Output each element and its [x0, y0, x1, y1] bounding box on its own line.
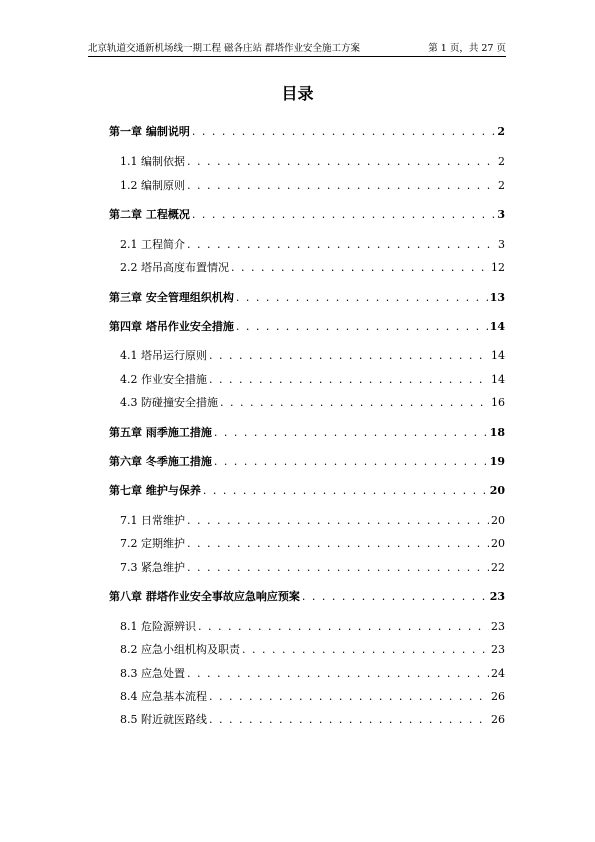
toc-dot-leader [209, 712, 489, 728]
toc-dot-leader [187, 666, 489, 682]
toc-section-entry[interactable] [120, 619, 505, 635]
toc-entry-label: 第七章 维护与保养 [109, 484, 201, 497]
toc-section-entry[interactable] [120, 689, 505, 705]
toc-dot-leader [209, 348, 489, 364]
toc-section-entry[interactable] [120, 666, 505, 682]
header-document-title: 北京轨道交通新机场线一期工程 磁各庄站 群塔作业安全施工方案 [88, 43, 361, 54]
toc-entry-page-number: 16 [491, 396, 505, 409]
toc-entry-label: 8.5 附近就医路线 [120, 713, 207, 726]
toc-section-entry[interactable] [120, 536, 505, 552]
toc-dot-leader [231, 260, 489, 276]
toc-entry-label: 7.2 定期维护 [120, 537, 185, 550]
toc-entry-label: 2.1 工程简介 [120, 238, 185, 251]
toc-entry-page-number: 3 [498, 238, 505, 251]
toc-section-entry[interactable] [120, 372, 505, 388]
toc-chapter-entry[interactable] [109, 454, 505, 470]
toc-entry-page-number: 13 [489, 291, 505, 304]
toc-dot-leader [242, 642, 489, 658]
toc-entry-page-number: 23 [489, 590, 505, 603]
header-page-number: 第 1 页，共 27 页 [428, 43, 506, 54]
toc-section-entry[interactable] [120, 560, 505, 576]
toc-section-entry[interactable] [120, 237, 505, 253]
toc-entry-label: 2.2 塔吊高度布置情况 [120, 261, 229, 274]
toc-entry-page-number: 20 [491, 537, 505, 550]
toc-entry-page-number: 2 [497, 125, 505, 138]
toc-entry-label: 8.2 应急小组机构及职责 [120, 643, 240, 656]
toc-section-entry[interactable] [120, 348, 505, 364]
toc-entry-page-number: 2 [498, 179, 505, 192]
toc-section-entry[interactable] [120, 260, 505, 276]
toc-entry-page-number: 14 [491, 373, 505, 386]
toc-dot-leader [236, 290, 488, 306]
toc-entry-label: 4.1 塔吊运行原则 [120, 349, 207, 362]
toc-entry-page-number: 26 [491, 713, 505, 726]
toc-entry-page-number: 20 [489, 484, 505, 497]
toc-dot-leader [187, 560, 489, 576]
toc-entry-page-number: 23 [491, 643, 505, 656]
toc-entry-page-number: 19 [489, 455, 505, 468]
toc-dot-leader [192, 207, 496, 223]
toc-dot-leader [187, 536, 489, 552]
toc-chapter-entry[interactable] [109, 589, 505, 605]
toc-chapter-entry[interactable] [109, 319, 505, 335]
toc-entry-label: 第八章 群塔作业安全事故应急响应预案 [109, 590, 300, 603]
toc-entry-page-number: 14 [489, 320, 505, 333]
toc-entry-page-number: 20 [491, 514, 505, 527]
toc-dot-leader [187, 513, 489, 529]
toc-dot-leader [220, 395, 489, 411]
toc-section-entry[interactable] [120, 513, 505, 529]
toc-entry-label: 1.1 编制依据 [120, 155, 185, 168]
toc-section-entry[interactable] [120, 712, 505, 728]
toc-chapter-entry[interactable] [109, 207, 505, 223]
toc-entry-label: 7.1 日常维护 [120, 514, 185, 527]
toc-dot-leader [236, 319, 488, 335]
toc-entry-label: 8.3 应急处置 [120, 667, 185, 680]
toc-chapter-entry[interactable] [109, 483, 505, 499]
toc-entry-page-number: 22 [491, 561, 505, 574]
toc-section-entry[interactable] [120, 395, 505, 411]
toc-dot-leader [209, 372, 489, 388]
toc-dot-leader [192, 124, 496, 140]
toc-dot-leader [187, 178, 496, 194]
toc-dot-leader [214, 454, 488, 470]
toc-dot-leader [187, 237, 496, 253]
toc-chapter-entry[interactable] [109, 290, 505, 306]
toc-entry-page-number: 2 [498, 155, 505, 168]
toc-chapter-entry[interactable] [109, 425, 505, 441]
toc-entry-page-number: 23 [491, 620, 505, 633]
toc-entry-page-number: 12 [491, 261, 505, 274]
toc-entry-label: 第五章 雨季施工措施 [109, 426, 212, 439]
toc-entry-label: 4.2 作业安全措施 [120, 373, 207, 386]
toc-dot-leader [214, 425, 488, 441]
toc-dot-leader [203, 483, 488, 499]
toc-dot-leader [187, 154, 496, 170]
toc-entry-label: 第三章 安全管理组织机构 [109, 291, 234, 304]
toc-entry-label: 8.4 应急基本流程 [120, 690, 207, 703]
toc-title: 目录 [281, 84, 314, 103]
toc-entry-page-number: 14 [491, 349, 505, 362]
toc-entry-page-number: 3 [497, 208, 505, 221]
toc-entry-page-number: 26 [491, 690, 505, 703]
toc-section-entry[interactable] [120, 178, 505, 194]
toc-dot-leader [209, 689, 489, 705]
toc-entry-label: 第一章 编制说明 [109, 125, 190, 138]
toc-dot-leader [198, 619, 489, 635]
toc-entry-label: 第六章 冬季施工措施 [109, 455, 212, 468]
toc-entry-label: 第四章 塔吊作业安全措施 [109, 320, 234, 333]
toc-dot-leader [302, 589, 488, 605]
toc-section-entry[interactable] [120, 154, 505, 170]
toc-entry-label: 4.3 防碰撞安全措施 [120, 396, 218, 409]
toc-entry-label: 1.2 编制原则 [120, 179, 185, 192]
toc-entry-label: 8.1 危险源辨识 [120, 620, 196, 633]
toc-entry-page-number: 18 [489, 426, 505, 439]
toc-entry-page-number: 24 [491, 667, 505, 680]
toc-entry-label: 第二章 工程概况 [109, 208, 190, 221]
toc-chapter-entry[interactable] [109, 124, 505, 140]
toc-section-entry[interactable] [120, 642, 505, 658]
toc-entry-label: 7.3 紧急维护 [120, 561, 185, 574]
